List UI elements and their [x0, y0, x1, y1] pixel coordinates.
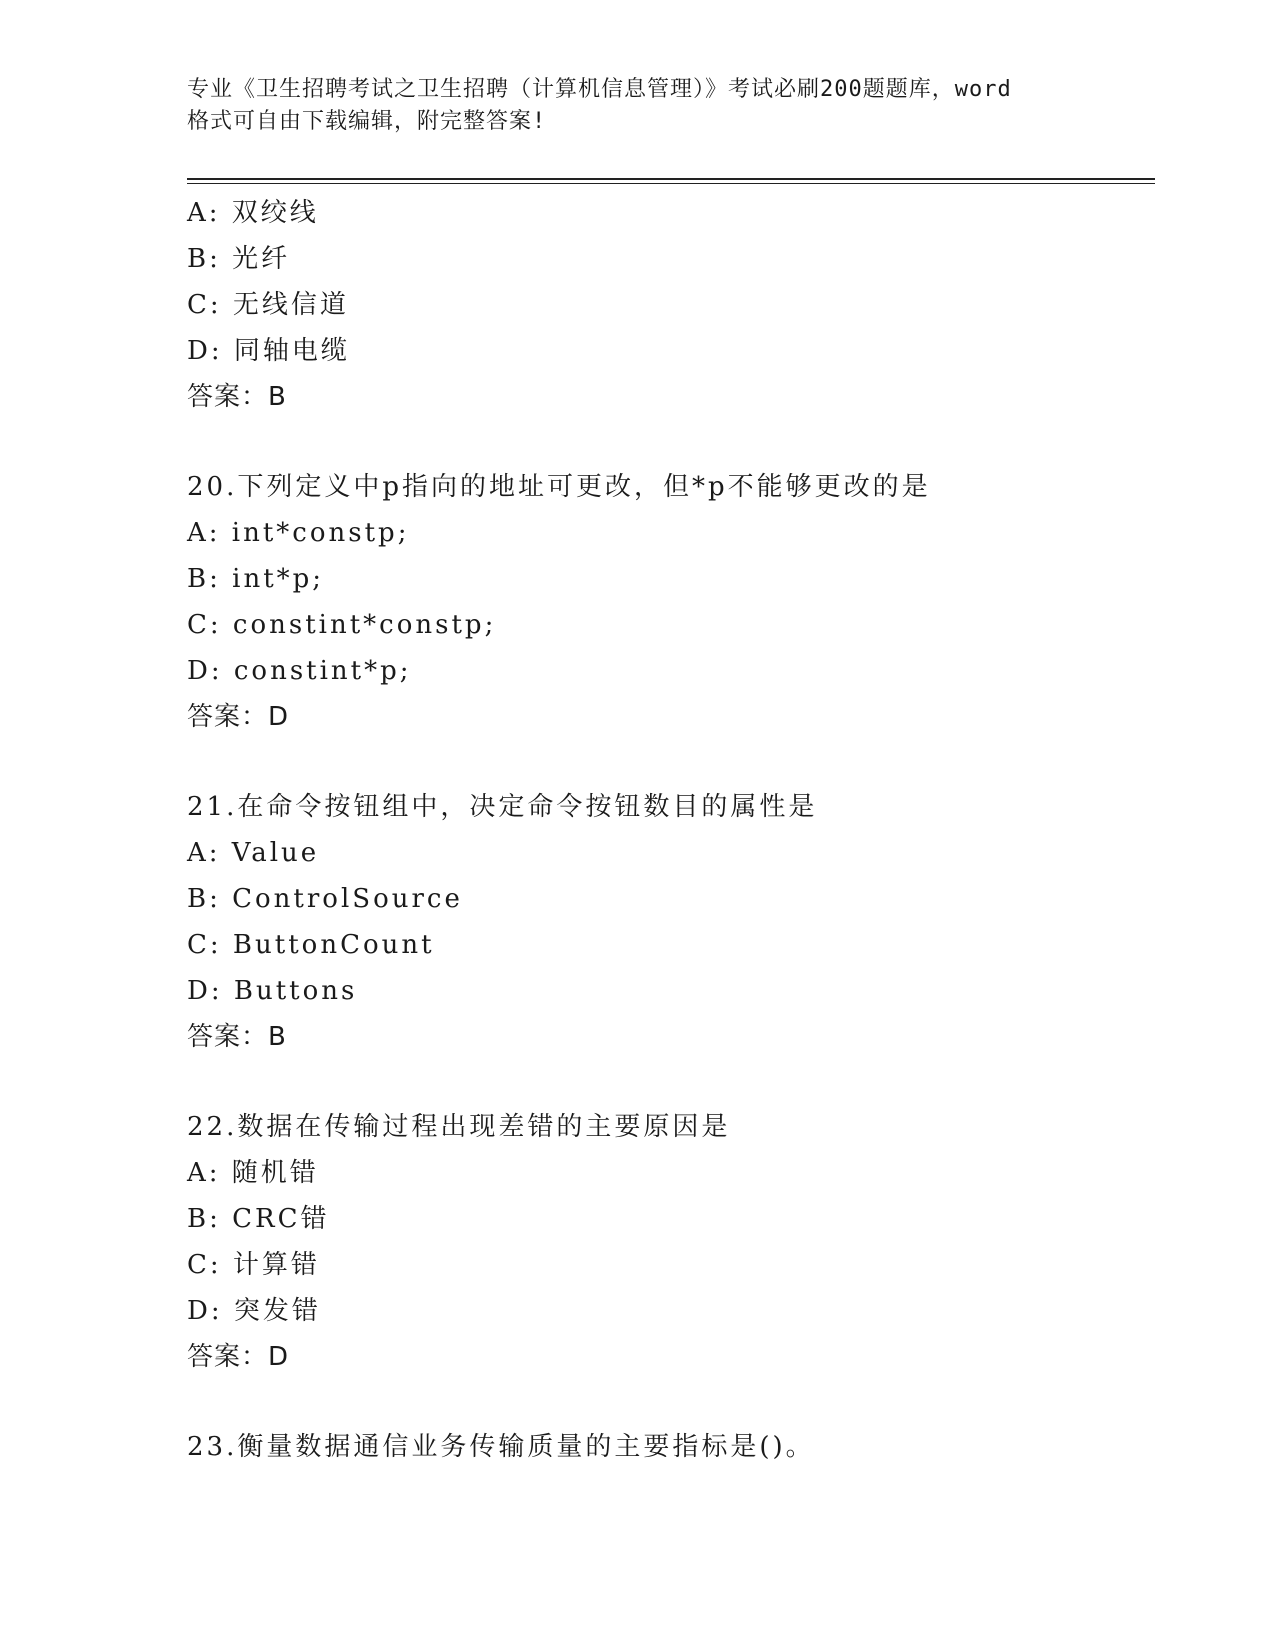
option-a: A: 随机错	[187, 1158, 319, 1188]
option-a: A: 双绞线	[187, 198, 319, 228]
answer-line: 答案：B	[187, 382, 287, 412]
question-text: 22.数据在传输过程出现差错的主要原因是	[187, 1112, 731, 1142]
option-b: B: CRC错	[187, 1204, 330, 1234]
answer-line: 答案：B	[187, 1022, 287, 1052]
question-block-19	[187, 190, 1147, 420]
document-header	[187, 74, 1087, 138]
option-b: B: int*p;	[187, 564, 325, 594]
header-divider-thin	[187, 183, 1155, 184]
option-c: C: ButtonCount	[187, 930, 435, 960]
question-block-22	[187, 1104, 1147, 1380]
option-c: C: constint*constp;	[187, 610, 497, 640]
header-divider-thick	[187, 178, 1155, 180]
spacer	[187, 420, 1147, 464]
option-a: A: int*constp;	[187, 518, 410, 548]
option-d: D: 突发错	[187, 1296, 321, 1326]
question-block-21	[187, 784, 1147, 1060]
option-c: C: 无线信道	[187, 290, 349, 320]
header-line-1: 专业《卫生招聘考试之卫生招聘（计算机信息管理）》考试必刷200题题库，word	[187, 77, 1012, 102]
spacer	[187, 740, 1147, 784]
spacer	[187, 1380, 1147, 1424]
option-d: D: 同轴电缆	[187, 336, 350, 366]
option-b: B: ControlSource	[187, 884, 463, 914]
option-d: D: Buttons	[187, 976, 358, 1006]
question-text: 21.在命令按钮组中，决定命令按钮数目的属性是	[187, 792, 818, 822]
spacer	[187, 1060, 1147, 1104]
option-d: D: constint*p;	[187, 656, 412, 686]
question-block-23	[187, 1424, 1147, 1470]
option-a: A: Value	[187, 838, 320, 868]
question-block-20	[187, 464, 1147, 740]
option-c: C: 计算错	[187, 1250, 320, 1280]
question-text: 20.下列定义中p指向的地址可更改，但*p不能够更改的是	[187, 472, 931, 502]
answer-line: 答案：D	[187, 702, 290, 732]
header-line-2: 格式可自由下载编辑，附完整答案!	[187, 109, 547, 134]
question-text: 23.衡量数据通信业务传输质量的主要指标是()。	[187, 1432, 815, 1462]
document-body	[187, 190, 1147, 1470]
option-b: B: 光纤	[187, 244, 291, 274]
answer-line: 答案：D	[187, 1342, 290, 1372]
